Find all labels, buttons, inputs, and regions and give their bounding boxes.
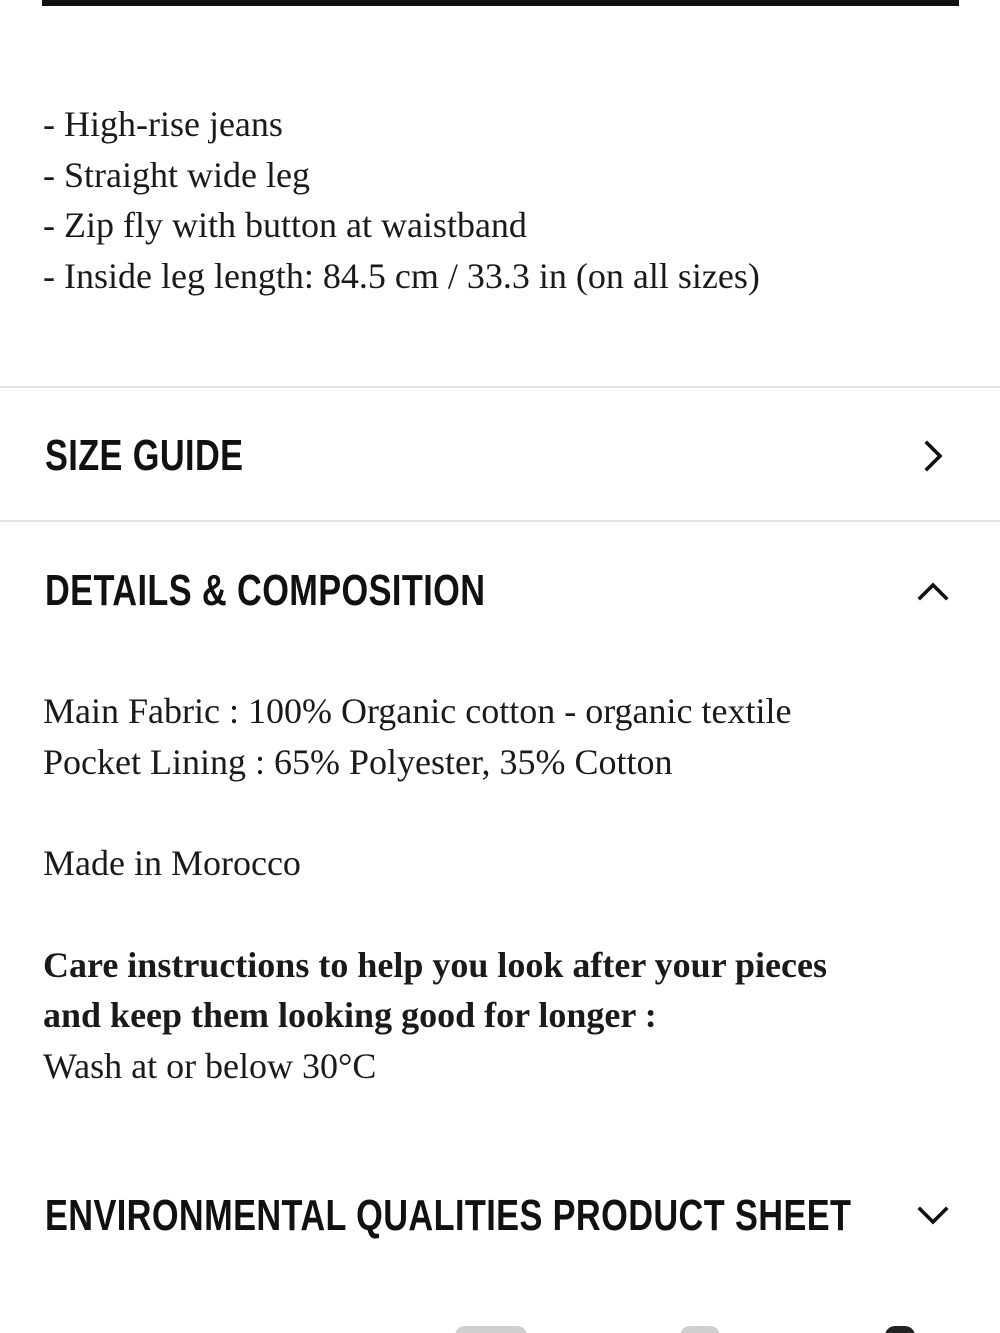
size-guide-title: SIZE GUIDE — [45, 431, 244, 480]
chevron-right-icon[interactable] — [914, 437, 952, 475]
environmental-qualities-accordion-header[interactable] — [0, 1150, 1000, 1282]
environmental-qualities-title: ENVIRONMENTAL QUALITIES PRODUCT SHEET — [45, 1191, 852, 1240]
pocket-lining-composition: Pocket Lining : 65% Polyester, 35% Cotton — [43, 741, 673, 782]
top-rule — [42, 0, 959, 6]
country-of-origin: Made in Morocco — [43, 843, 301, 883]
care-instructions-heading: Care instructions to help you look after your pieces — [43, 944, 827, 985]
next-section-peek — [0, 1318, 1000, 1333]
divider — [0, 520, 1000, 522]
description-item: - High-rise jeans — [43, 104, 283, 144]
description-item: - Straight wide leg — [43, 154, 310, 195]
details-composition-accordion-header[interactable] — [0, 525, 1000, 657]
details-composition-title: DETAILS & COMPOSITION — [45, 566, 486, 615]
cut-off-content — [680, 1326, 720, 1333]
main-fabric-composition: Main Fabric : 100% Organic cotton - organic textile — [43, 691, 792, 731]
description-item: - Zip fly with button at waistband — [43, 205, 527, 245]
care-instructions-heading: and keep them looking good for longer : — [43, 995, 657, 1035]
size-guide-accordion-header[interactable] — [0, 390, 1000, 522]
wash-instruction: Wash at or below 30°C — [43, 1045, 377, 1086]
description-item: - Inside leg length: 84.5 cm / 33.3 in (on all sizes) — [43, 255, 760, 296]
chevron-up-icon[interactable] — [914, 572, 952, 610]
details-composition-content — [43, 686, 963, 1091]
cut-off-content — [885, 1326, 915, 1333]
chevron-down-icon[interactable] — [914, 1197, 952, 1235]
product-description-list — [43, 99, 760, 301]
divider — [0, 386, 1000, 388]
cut-off-content — [455, 1326, 527, 1333]
